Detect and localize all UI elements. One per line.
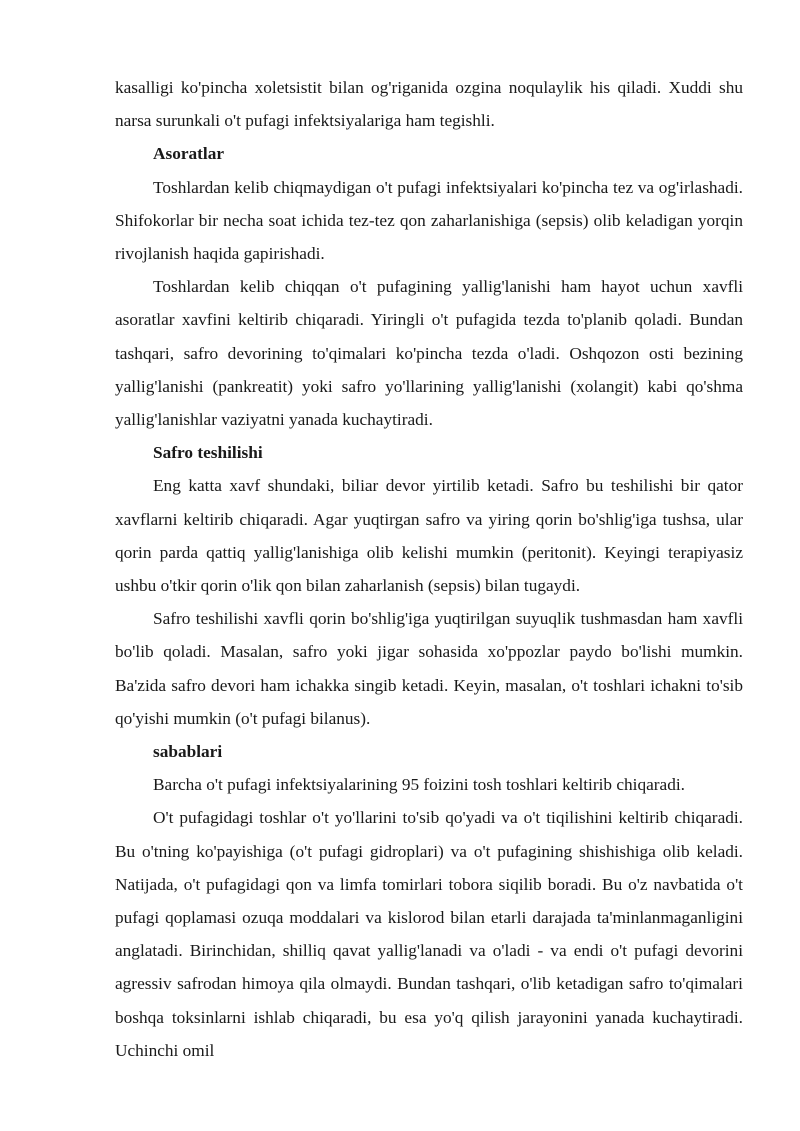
heading-safro-teshilishi: Safro teshilishi xyxy=(153,443,263,463)
paragraph: O't pufagidagi toshlar o't yo'llarini to'sib qo'yadi va o't tiqilishini keltirib chiqaradi. Bu o'tning ko'payishiga (o't pufagi gidroplari) va o't pufagining shishishiga olib keladi. Natijada, o't pufagidagi qon va limfa tomirlari tobora siqilib boradi. Bu o'z navbatida o't pufagi qoplamasi ozuqa moddalari va kislorod bilan etarli darajada ta'minlanmaganligini anglatadi. Birinchidan, shilliq qavat yallig'lanadi va o'ladi - va endi o't pufagi devorini agressiv safrodan himoya qila olmaydi. Bundan tashqari, o'lib ketadigan safro to'qimalari boshqa toksinlarni ishlab chiqaradi, bu esa yo'q qilish jarayonini yanada kuchaytiradi. Uchinchi omil xyxy=(115,808,743,1060)
document-page xyxy=(115,71,743,1067)
paragraph: Toshlardan kelib chiqmaydigan o't pufagi infektsiyalari ko'pincha tez va og'irlashadi. Shifokorlar bir necha soat ichida tez-tez qon zaharlanishiga (sepsis) olib keladigan yorqin rivojlanish haqida gapirishadi. xyxy=(115,177,743,264)
heading-asoratlar: Asoratlar xyxy=(153,144,225,164)
paragraph-continued: kasalligi ko'pincha xoletsistit bilan og'riganida ozgina noqulaylik his qiladi. Xuddi shu narsa surunkali o't pufagi infektsiyalariga ham tegishli. xyxy=(115,78,743,131)
paragraph: Toshlardan kelib chiqqan o't pufagining yallig'lanishi ham hayot uchun xavfli asoratlar xavfini keltirib chiqaradi. Yiringli o't pufagida tezda to'planib qoladi. Bundan tashqari, safro devorining to'qimalari ko'pincha tezda o'ladi. Oshqozon osti bezining yallig'lanishi (pankreatit) yoki safro yo'llarining yallig'lanishi (xolangit) kabi qo'shma yallig'lanishlar vaziyatni yanada kuchaytiradi. xyxy=(115,277,743,430)
paragraph: Safro teshilishi xavfli qorin bo'shlig'iga yuqtirilgan suyuqlik tushmasdan ham xavfli bo'lib qoladi. Masalan, safro yoki jigar sohasida xo'ppozlar paydo bo'lishi mumkin. Ba'zida safro devori ham ichakka singib ketadi. Keyin, masalan, o't toshlari ichakni to'sib qo'yishi mumkin (o't pufagi bilanus). xyxy=(115,609,743,728)
heading-sabablari: sabablari xyxy=(153,742,223,762)
paragraph: Barcha o't pufagi infektsiyalarining 95 foizini tosh toshlari keltirib chiqaradi. xyxy=(153,775,685,795)
paragraph: Eng katta xavf shundaki, biliar devor yirtilib ketadi. Safro bu teshilishi bir qator xavflarni keltirib chiqaradi. Agar yuqtirgan safro va yiring qorin bo'shlig'iga tushsa, ular qorin parda qattiq yallig'lanishiga olib kelishi mumkin (peritonit). Keyingi terapiyasiz ushbu o'tkir qorin o'lik qon bilan zaharlanish (sepsis) bilan tugaydi. xyxy=(115,476,743,596)
